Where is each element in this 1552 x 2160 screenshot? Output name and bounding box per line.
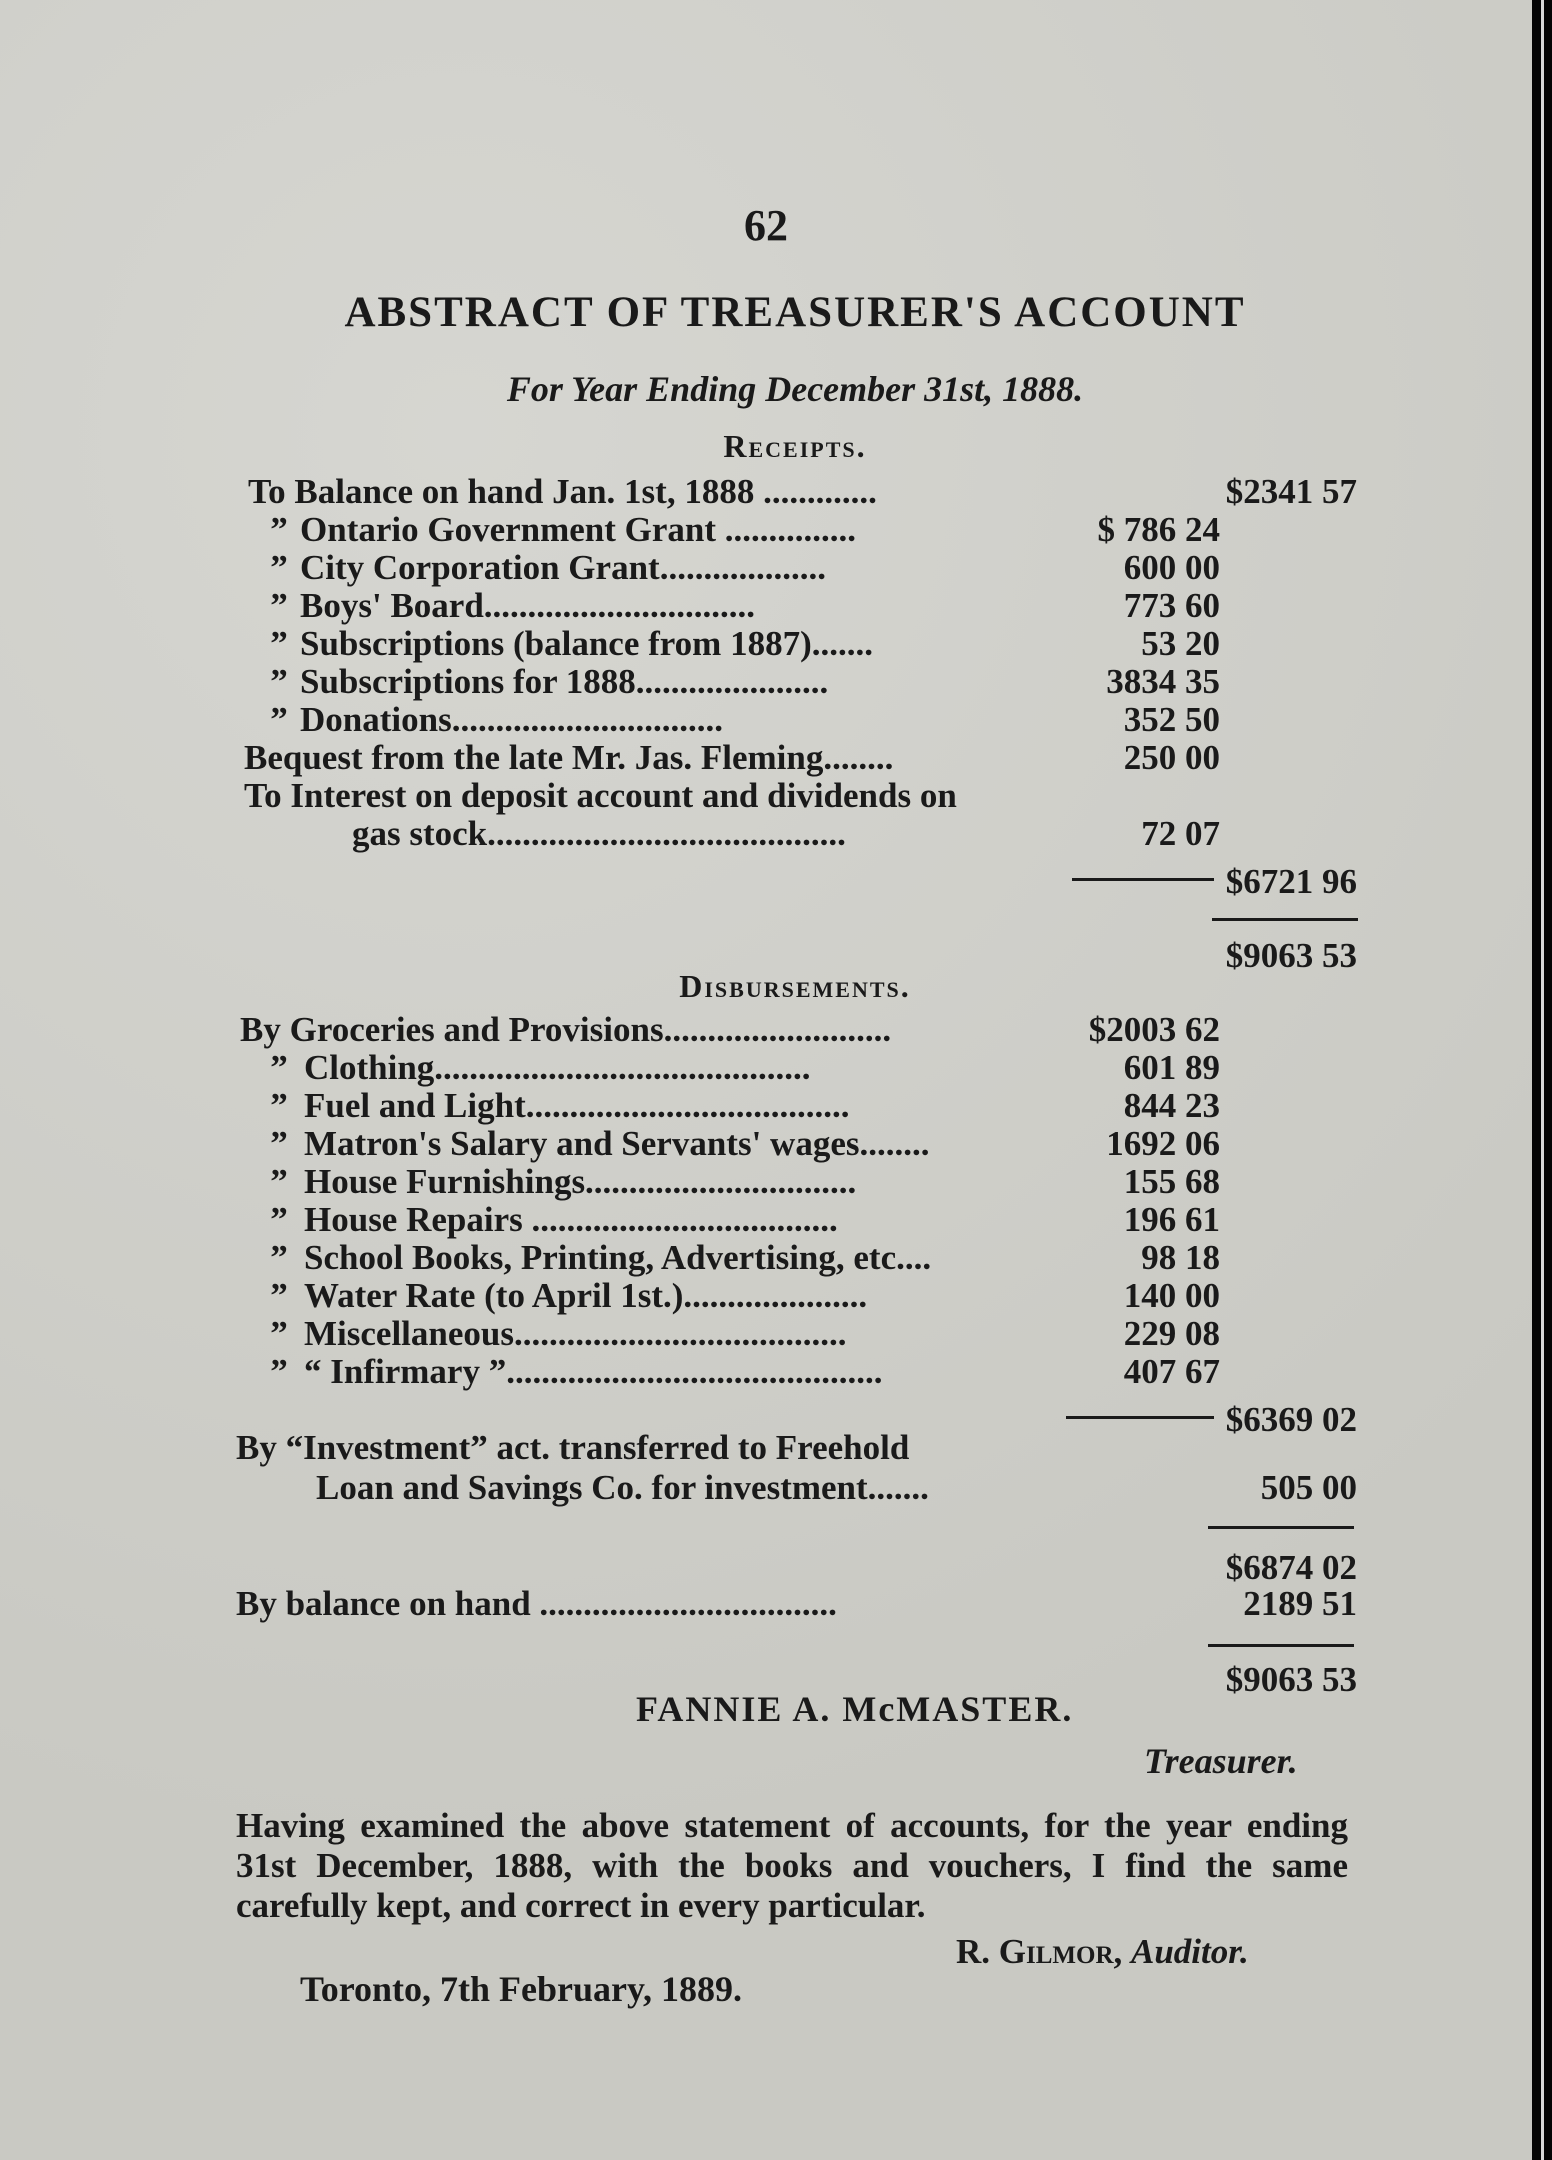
disbursement-row — [0, 1314, 1532, 1354]
ditto-mark: ” — [270, 1238, 288, 1277]
investment-label: Loan and Savings Co. for investment....... — [316, 1468, 929, 1507]
disbursement-label: Fuel and Light..................................... — [304, 1086, 850, 1125]
receipt-label: To Balance on hand Jan. 1st, 1888 ............. — [248, 472, 877, 511]
disbursement-amount: $2003 62 — [1088, 1010, 1220, 1049]
place-date: Toronto, 7th February, 1889. — [300, 1969, 743, 2009]
disbursement-label: Clothing........................................... — [304, 1048, 811, 1087]
investment-label: By “Investment” act. transferred to Freehold — [236, 1428, 910, 1467]
audit-statement: Having examined the above statement of accounts, for the year ending 31st December, 1888, with the books and vouchers, I find the same carefully kept, and correct in every particular. — [236, 1806, 1348, 1925]
treasurer-name: FANNIE A. McMASTER. — [636, 1689, 1074, 1729]
disbursement-label: Water Rate (to April 1st.)..................... — [304, 1276, 868, 1315]
disbursement-amount: 155 68 — [1123, 1162, 1220, 1201]
receipts-total: $9063 53 — [1225, 936, 1357, 975]
ditto-mark: ” — [270, 548, 288, 587]
ditto-mark: ” — [270, 1352, 288, 1391]
receipt-row — [0, 510, 1532, 550]
document-title: ABSTRACT OF TREASURER'S ACCOUNT — [344, 289, 1246, 336]
page-number: 62 — [744, 201, 788, 250]
auditor-title: Auditor. — [1131, 1932, 1249, 1971]
disbursement-amount: 196 61 — [1123, 1200, 1220, 1239]
disbursement-row — [0, 1238, 1532, 1278]
disbursements-total-row — [0, 1548, 1532, 1588]
ditto-mark: ” — [270, 510, 288, 549]
ditto-mark: ” — [270, 624, 288, 663]
ditto-mark: ” — [270, 1124, 288, 1163]
ditto-mark: ” — [270, 662, 288, 701]
balance-label: By balance on hand .................................. — [236, 1584, 837, 1623]
disbursement-label: House Furnishings............................... — [304, 1162, 857, 1201]
receipt-amount: $ 786 24 — [1097, 510, 1220, 549]
receipt-row — [0, 472, 1532, 512]
receipt-row — [0, 586, 1532, 626]
receipts-subtotal-row — [0, 862, 1532, 902]
receipt-row — [0, 662, 1532, 702]
receipt-amount: 250 00 — [1123, 738, 1220, 777]
treasurer-title: Treasurer. — [1144, 1741, 1298, 1781]
disbursement-row — [0, 1276, 1532, 1316]
receipt-row — [0, 776, 1532, 816]
receipt-amount: 72 07 — [1141, 814, 1220, 853]
disbursements-total: $6874 02 — [1225, 1548, 1357, 1587]
receipt-label: Bequest from the late Mr. Jas. Fleming........ — [244, 738, 894, 777]
disbursement-label: “ Infirmary ”........................................... — [304, 1352, 883, 1391]
receipts-subtotal: $6721 96 — [1225, 862, 1357, 901]
grand-total: $9063 53 — [1225, 1660, 1357, 1699]
disbursement-amount: 140 00 — [1123, 1276, 1220, 1315]
disbursements-subtotal: $6369 02 — [1225, 1400, 1357, 1439]
receipts-heading: Receipts. — [723, 428, 867, 464]
disbursement-row — [0, 1200, 1532, 1240]
disbursement-amount: 601 89 — [1123, 1048, 1220, 1087]
receipt-label: Subscriptions (balance from 1887)....... — [300, 624, 873, 663]
investment-amount: 505 00 — [1260, 1468, 1357, 1507]
total-rule — [1212, 918, 1358, 921]
disbursement-amount: 407 67 — [1123, 1352, 1220, 1391]
disbursement-amount: 229 08 — [1123, 1314, 1220, 1353]
document-subtitle: For Year Ending December 31st, 1888. — [506, 369, 1084, 409]
ditto-mark: ” — [270, 1314, 288, 1353]
disbursement-row — [0, 1352, 1532, 1392]
ditto-mark: ” — [270, 586, 288, 625]
disbursement-label: School Books, Printing, Advertising, etc.... — [304, 1238, 932, 1277]
disbursement-label: House Repairs ................................... — [304, 1200, 838, 1239]
receipt-label: Donations............................... — [300, 700, 723, 739]
ditto-mark: ” — [270, 1200, 288, 1239]
ditto-mark: ” — [270, 1276, 288, 1315]
disbursement-amount: 98 18 — [1141, 1238, 1220, 1277]
auditor-signature — [956, 1932, 1249, 1972]
disbursement-row — [0, 1010, 1532, 1050]
disbursement-label: Matron's Salary and Servants' wages........ — [304, 1124, 930, 1163]
ditto-mark: ” — [270, 1162, 288, 1201]
disbursement-row — [0, 1086, 1532, 1126]
receipt-amount: 352 50 — [1123, 700, 1220, 739]
disbursement-amount: 844 23 — [1123, 1086, 1220, 1125]
scan-edge-line — [1541, 0, 1544, 2160]
receipt-amount: 53 20 — [1141, 624, 1220, 663]
receipt-label: To Interest on deposit account and dividends on — [244, 776, 957, 815]
disbursement-label: Miscellaneous...................................... — [304, 1314, 847, 1353]
disbursement-amount: 1692 06 — [1106, 1124, 1220, 1163]
total-rule — [1208, 1526, 1354, 1529]
receipt-row — [0, 548, 1532, 588]
receipt-amount: 600 00 — [1123, 548, 1220, 587]
receipt-label: Subscriptions for 1888...................... — [300, 662, 829, 701]
receipt-outer-amount: $2341 57 — [1225, 472, 1357, 511]
disbursement-row — [0, 1162, 1532, 1202]
disbursement-row — [0, 1124, 1532, 1164]
ditto-mark: ” — [270, 1048, 288, 1087]
receipt-label: gas stock......................................... — [352, 814, 846, 853]
disbursement-row — [0, 1048, 1532, 1088]
receipt-label: Ontario Government Grant ............... — [300, 510, 857, 549]
ditto-mark: ” — [270, 1086, 288, 1125]
receipt-row — [0, 700, 1532, 740]
investment-row — [0, 1428, 1532, 1468]
receipt-amount: 773 60 — [1123, 586, 1220, 625]
receipt-row — [0, 814, 1532, 854]
receipt-amount: 3834 35 — [1106, 662, 1220, 701]
ditto-mark: ” — [270, 700, 288, 739]
disbursement-label: By Groceries and Provisions.......................... — [240, 1010, 892, 1049]
investment-row — [0, 1468, 1532, 1508]
balance-amount: 2189 51 — [1243, 1584, 1357, 1623]
auditor-name: R. Gilmor, — [956, 1932, 1123, 1971]
receipt-row — [0, 738, 1532, 778]
total-rule — [1208, 1644, 1354, 1647]
receipt-label: Boys' Board............................... — [300, 586, 756, 625]
balance-row — [0, 1584, 1532, 1624]
disbursements-heading: Disbursements. — [679, 968, 911, 1004]
receipt-label: City Corporation Grant................... — [300, 548, 826, 587]
receipt-row — [0, 624, 1532, 664]
